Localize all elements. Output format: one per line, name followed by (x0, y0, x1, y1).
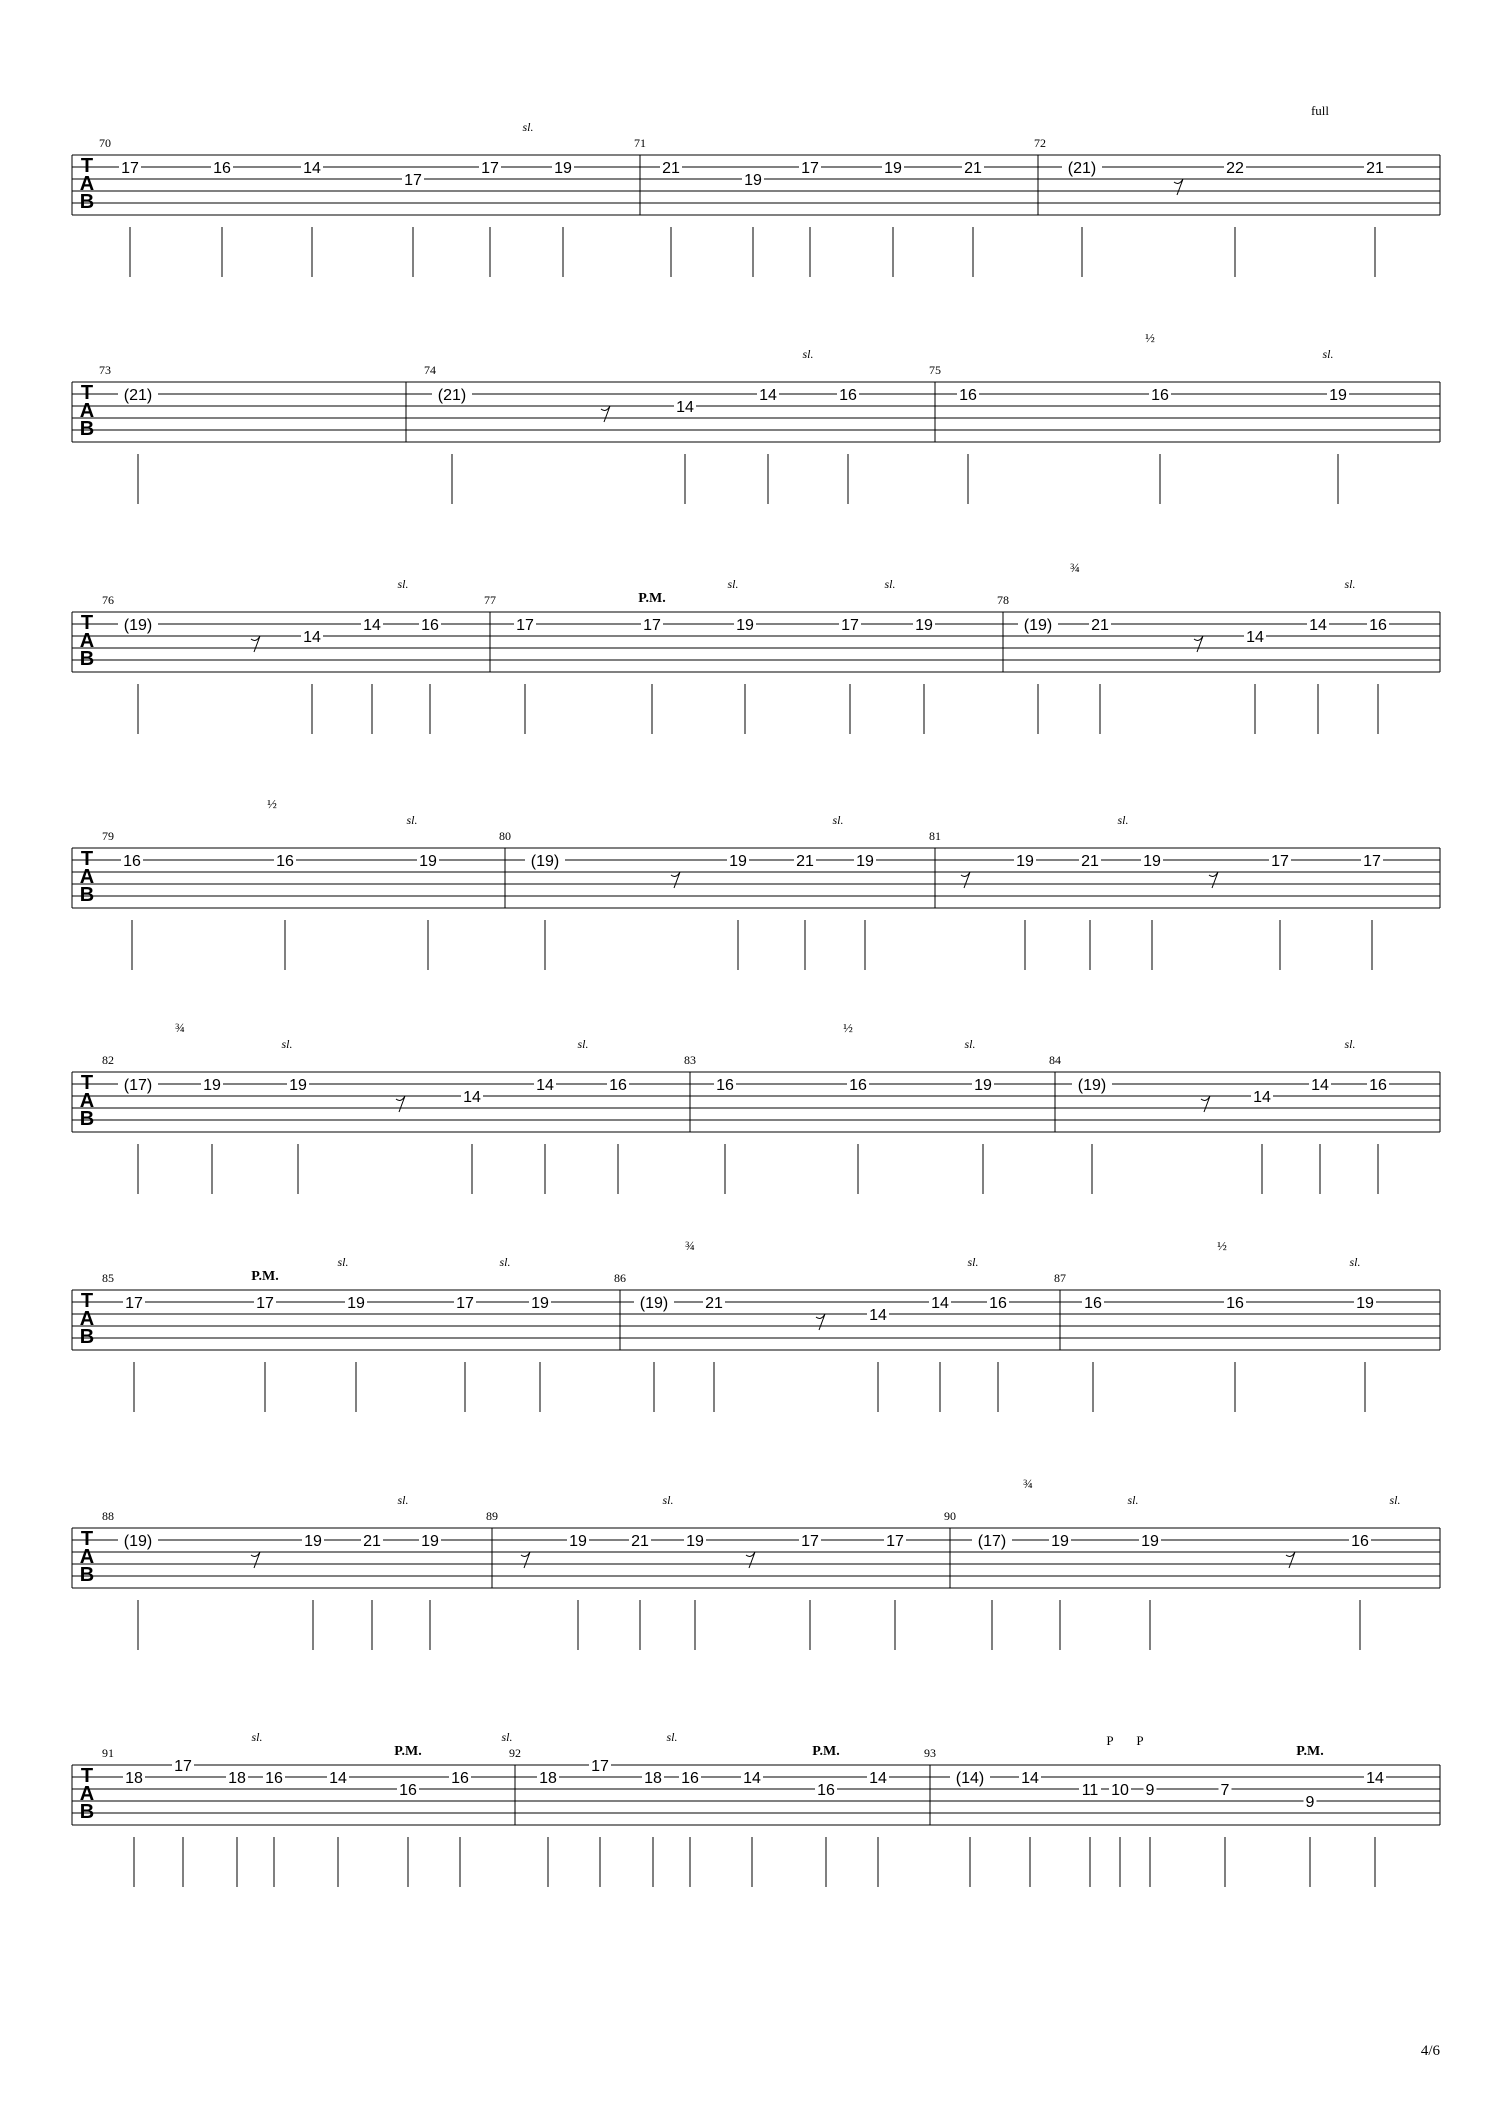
slide-label: sl. (832, 813, 844, 827)
fret-number: 14 (1021, 1770, 1039, 1787)
fret-number: 17 (643, 617, 661, 634)
measure-number: 92 (509, 1746, 521, 1760)
fret-number: 16 (1226, 1295, 1244, 1312)
fret-number: 11 (1081, 1782, 1099, 1799)
fret-number: 7 (1220, 1782, 1230, 1799)
tab-system (72, 330, 1440, 504)
tab-clef-letter: B (79, 1801, 95, 1823)
fret-number: 16 (399, 1782, 417, 1799)
fret-number: 16 (1369, 617, 1387, 634)
eighth-rest (671, 872, 680, 888)
fret-number: 19 (856, 853, 874, 870)
fret-number: 14 (1246, 629, 1264, 646)
slide-label: sl. (1349, 1255, 1361, 1269)
fret-number: 16 (1151, 387, 1169, 404)
fret-number: (19) (123, 1533, 153, 1550)
pull-off-label: P (1106, 1733, 1114, 1748)
fret-number: 17 (121, 160, 139, 177)
tab-clef-letter: T (80, 1765, 94, 1787)
eighth-rest (251, 636, 260, 652)
fret-number: 17 (481, 160, 499, 177)
eighth-rest (396, 1096, 405, 1112)
fret-number: 18 (539, 1770, 557, 1787)
tab-system (72, 1730, 1440, 1887)
pull-off-label: P (1136, 1733, 1144, 1748)
fret-number: 17 (841, 617, 859, 634)
fret-number: (17) (123, 1077, 153, 1094)
fret-number: 19 (884, 160, 902, 177)
slide-label: sl. (406, 813, 418, 827)
tab-clef-letter: B (79, 648, 95, 670)
fret-number: 17 (1271, 853, 1289, 870)
fret-number: 16 (421, 617, 439, 634)
fret-number: (21) (1067, 160, 1097, 177)
fret-number: 16 (1084, 1295, 1102, 1312)
fret-number: 19 (744, 172, 762, 189)
slide-label: sl. (666, 1730, 678, 1744)
slide-label: sl. (501, 1730, 513, 1744)
slide-label: sl. (397, 1493, 409, 1507)
fret-number: 19 (1141, 1533, 1159, 1550)
slide-label: sl. (964, 1037, 976, 1051)
fret-number: 19 (347, 1295, 365, 1312)
fret-number: (14) (955, 1770, 985, 1787)
fret-number: 17 (801, 160, 819, 177)
fret-number: 17 (516, 617, 534, 634)
measure-number: 88 (102, 1509, 114, 1523)
fret-number: 21 (964, 160, 982, 177)
fret-number: 9 (1305, 1794, 1315, 1811)
fret-number: 14 (743, 1770, 761, 1787)
tab-clef-letter: T (80, 155, 94, 177)
fret-number: 18 (125, 1770, 143, 1787)
tab-clef-letter: T (80, 1290, 94, 1312)
slide-label: sl. (884, 577, 896, 591)
measure-number: 89 (486, 1509, 498, 1523)
measure-number: 84 (1049, 1053, 1061, 1067)
eighth-rest (1201, 1096, 1210, 1112)
fret-number: 16 (451, 1770, 469, 1787)
slide-label: sl. (397, 577, 409, 591)
fret-number: 19 (1329, 387, 1347, 404)
fret-number: 14 (303, 160, 321, 177)
tab-clef-letter: B (79, 191, 95, 213)
eighth-rest (1209, 872, 1218, 888)
fret-number: 17 (404, 172, 422, 189)
measure-number: 91 (102, 1746, 114, 1760)
fret-number: 19 (974, 1077, 992, 1094)
fret-number: 19 (915, 617, 933, 634)
fret-number: 21 (662, 160, 680, 177)
slide-label: sl. (1389, 1493, 1401, 1507)
tab-clef-letter: B (79, 1564, 95, 1586)
tab-clef-letter: A (79, 1308, 95, 1330)
fret-number: 16 (716, 1077, 734, 1094)
tab-clef-letter: A (79, 173, 95, 195)
fret-number: 16 (849, 1077, 867, 1094)
fret-number: 14 (536, 1077, 554, 1094)
bend-amount-label: ¾ (1070, 560, 1080, 575)
fret-number: 19 (419, 853, 437, 870)
palm-mute-label: P.M. (812, 1744, 840, 1759)
tab-clef-letter: T (80, 1072, 94, 1094)
fret-number: 18 (644, 1770, 662, 1787)
fret-number: 14 (1309, 617, 1327, 634)
slide-label: sl. (251, 1730, 263, 1744)
fret-number: 17 (125, 1295, 143, 1312)
eighth-rest (1194, 636, 1203, 652)
fret-number: 16 (681, 1770, 699, 1787)
fret-number: 14 (869, 1307, 887, 1324)
slide-label: sl. (1322, 347, 1334, 361)
fret-number: (19) (123, 617, 153, 634)
fret-number: 19 (203, 1077, 221, 1094)
fret-number: 18 (228, 1770, 246, 1787)
measure-number: 85 (102, 1271, 114, 1285)
fret-number: 14 (303, 629, 321, 646)
fret-number: 14 (676, 399, 694, 416)
palm-mute-label: P.M. (1296, 1744, 1324, 1759)
fret-number: 16 (817, 1782, 835, 1799)
measure-number: 83 (684, 1053, 696, 1067)
bend-amount-label: full (1310, 103, 1330, 118)
fret-number: 17 (456, 1295, 474, 1312)
eighth-rest (961, 872, 970, 888)
fret-number: (19) (530, 853, 560, 870)
tab-clef-letter: A (79, 1090, 95, 1112)
tab-system (72, 796, 1440, 970)
fret-number: 19 (1016, 853, 1034, 870)
fret-number: 16 (276, 853, 294, 870)
slide-label: sl. (662, 1493, 674, 1507)
palm-mute-label: P.M. (251, 1269, 279, 1284)
eighth-rest (816, 1314, 825, 1330)
fret-number: 21 (1081, 853, 1099, 870)
tab-clef-letter: A (79, 1546, 95, 1568)
slide-label: sl. (1127, 1493, 1139, 1507)
tab-clef-letter: B (79, 1108, 95, 1130)
fret-number: 16 (989, 1295, 1007, 1312)
fret-number: 16 (123, 853, 141, 870)
bend-amount-label: ½ (267, 796, 277, 811)
bend-amount-label: ¾ (1023, 1476, 1033, 1491)
fret-number: 21 (631, 1533, 649, 1550)
fret-number: (19) (1023, 617, 1053, 634)
tab-clef-letter: T (80, 848, 94, 870)
bend-amount-label: ¾ (175, 1020, 185, 1035)
fret-number: 19 (1356, 1295, 1374, 1312)
fret-number: (21) (123, 387, 153, 404)
fret-number: 14 (1253, 1089, 1271, 1106)
measure-number: 86 (614, 1271, 626, 1285)
fret-number: 19 (729, 853, 747, 870)
tab-system (72, 1020, 1440, 1194)
eighth-rest (1286, 1552, 1295, 1568)
fret-number: 16 (213, 160, 231, 177)
fret-number: 17 (801, 1533, 819, 1550)
page-number: 4/6 (1420, 2043, 1440, 2059)
fret-number: 17 (886, 1533, 904, 1550)
tab-clef-letter: B (79, 1326, 95, 1348)
fret-number: 14 (1366, 1770, 1384, 1787)
tab-clef-letter: A (79, 400, 95, 422)
fret-number: 14 (329, 1770, 347, 1787)
tab-clef-letter: A (79, 630, 95, 652)
slide-label: sl. (577, 1037, 589, 1051)
fret-number: 17 (174, 1758, 192, 1775)
bend-amount-label: ¾ (685, 1238, 695, 1253)
bend-amount-label: ½ (1217, 1238, 1227, 1253)
slide-label: sl. (967, 1255, 979, 1269)
tab-system (72, 560, 1440, 734)
fret-number: 19 (531, 1295, 549, 1312)
tab-systems (72, 103, 1440, 1887)
fret-number: 14 (463, 1089, 481, 1106)
fret-number: (17) (977, 1533, 1007, 1550)
tab-system (72, 1238, 1440, 1412)
measure-number: 73 (99, 363, 111, 377)
fret-number: 21 (796, 853, 814, 870)
fret-number: 14 (869, 1770, 887, 1787)
measure-number: 90 (944, 1509, 956, 1523)
fret-number: 16 (265, 1770, 283, 1787)
fret-number: 21 (705, 1295, 723, 1312)
slide-label: sl. (499, 1255, 511, 1269)
eighth-rest (251, 1552, 260, 1568)
slide-label: sl. (1344, 577, 1356, 591)
bend-amount-label: ½ (1145, 330, 1155, 345)
fret-number: 14 (363, 617, 381, 634)
fret-number: 21 (363, 1533, 381, 1550)
fret-number: 9 (1145, 1782, 1155, 1799)
tab-clef-letter: T (80, 1528, 94, 1550)
measure-number: 72 (1034, 136, 1046, 150)
measure-number: 78 (997, 593, 1009, 607)
tab-system (72, 1476, 1440, 1650)
fret-number: 19 (686, 1533, 704, 1550)
measure-number: 80 (499, 829, 511, 843)
fret-number: (21) (437, 387, 467, 404)
fret-number: 17 (1363, 853, 1381, 870)
measure-number: 76 (102, 593, 114, 607)
palm-mute-label: P.M. (394, 1744, 422, 1759)
measure-number: 87 (1054, 1271, 1066, 1285)
fret-number: 19 (289, 1077, 307, 1094)
fret-number: 19 (304, 1533, 322, 1550)
fret-number: 16 (609, 1077, 627, 1094)
eighth-rest (1174, 179, 1183, 195)
measure-number: 71 (634, 136, 646, 150)
palm-mute-label: P.M. (638, 591, 666, 606)
slide-label: sl. (522, 120, 534, 134)
tab-clef-letter: T (80, 612, 94, 634)
slide-label: sl. (281, 1037, 293, 1051)
tab-clef-letter: B (79, 884, 95, 906)
tab-system (72, 103, 1440, 277)
fret-number: 19 (1051, 1533, 1069, 1550)
fret-number: 19 (736, 617, 754, 634)
tab-clef-letter: B (79, 418, 95, 440)
fret-number: 19 (569, 1533, 587, 1550)
fret-number: (19) (639, 1295, 669, 1312)
fret-number: 19 (421, 1533, 439, 1550)
tab-clef-letter: A (79, 1783, 95, 1805)
slide-label: sl. (1344, 1037, 1356, 1051)
fret-number: 16 (839, 387, 857, 404)
fret-number: 14 (1311, 1077, 1329, 1094)
fret-number: 19 (554, 160, 572, 177)
tab-clef-letter: A (79, 866, 95, 888)
eighth-rest (601, 406, 610, 422)
fret-number: 21 (1366, 160, 1384, 177)
fret-number: 10 (1111, 1782, 1129, 1799)
slide-label: sl. (727, 577, 739, 591)
fret-number: 22 (1226, 160, 1244, 177)
measure-number: 81 (929, 829, 941, 843)
measure-number: 70 (99, 136, 111, 150)
slide-label: sl. (337, 1255, 349, 1269)
slide-label: sl. (1117, 813, 1129, 827)
measure-number: 74 (424, 363, 436, 377)
measure-number: 77 (484, 593, 496, 607)
eighth-rest (521, 1552, 530, 1568)
bend-amount-label: ½ (843, 1020, 853, 1035)
fret-number: 14 (759, 387, 777, 404)
fret-number: 16 (1369, 1077, 1387, 1094)
tab-clef-letter: T (80, 382, 94, 404)
fret-number: 21 (1091, 617, 1109, 634)
fret-number: 19 (1143, 853, 1161, 870)
fret-number: 16 (1351, 1533, 1369, 1550)
fret-number: 17 (256, 1295, 274, 1312)
slide-label: sl. (802, 347, 814, 361)
eighth-rest (746, 1552, 755, 1568)
measure-number: 82 (102, 1053, 114, 1067)
fret-number: (19) (1077, 1077, 1107, 1094)
fret-number: 16 (959, 387, 977, 404)
measure-number: 75 (929, 363, 941, 377)
fret-number: 17 (591, 1758, 609, 1775)
fret-number: 14 (931, 1295, 949, 1312)
measure-number: 93 (924, 1746, 936, 1760)
measure-number: 79 (102, 829, 114, 843)
